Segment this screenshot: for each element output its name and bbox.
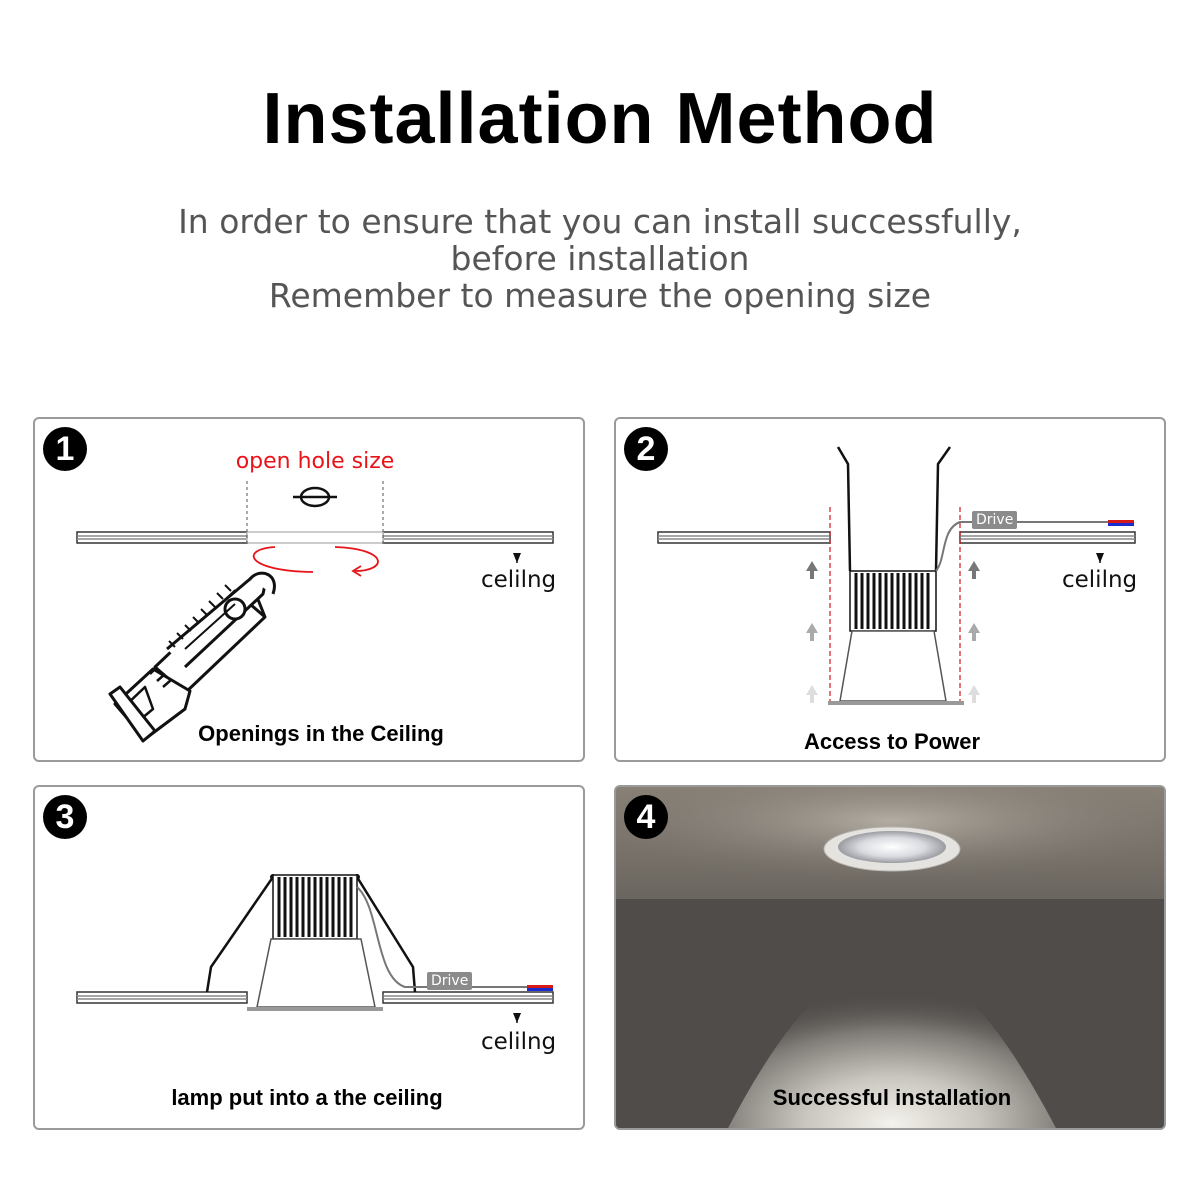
drive-label: Drive [427,972,472,990]
downlight-icon [257,939,375,1007]
step-1-panel [33,417,585,762]
wire-blue [1108,523,1134,526]
subtitle-line-2: before installation [450,239,750,278]
step-2-panel [614,417,1166,762]
step-number-2: 2 [624,427,668,471]
open-hole-size-label: open hole size [235,449,395,474]
rotate-arrow-icon [254,547,378,576]
step-number-3: 3 [43,795,87,839]
ceiling-board [658,532,1135,543]
spring-clip [838,447,950,571]
drive-label: Drive [972,511,1017,529]
step-3-caption: lamp put into a the ceiling [171,1085,443,1110]
step-4-caption: Successful installation [772,1085,1012,1110]
step-3-panel [33,785,585,1130]
heatsink [850,571,936,631]
wire-blue [527,988,553,991]
downlight-icon [824,827,960,871]
installed-light-photo [616,787,1166,1130]
step-3-illustration [35,787,585,1130]
page-title: Installation Method [262,79,938,159]
step-1-caption: Openings in the Ceiling [198,721,444,746]
downlight-icon [840,631,946,701]
step-number-1: 1 [43,427,87,471]
step-number-4: 4 [624,795,668,839]
subtitle [0,203,1200,314]
diameter-icon [293,488,337,506]
ceiling-label: celilng [1062,567,1138,593]
ceiling-board [77,532,553,543]
wire-red [1108,520,1134,523]
subtitle-line-3: Remember to measure the opening size [268,276,932,315]
wire-red [527,985,553,988]
subtitle-line-1: In order to ensure that you can install successfully, [178,202,1022,241]
ceiling-label: celilng [481,567,557,593]
chainsaw-icon [110,573,274,741]
heatsink [273,875,357,939]
step-4-panel [614,785,1166,1130]
ceiling-label: celilng [481,1029,557,1055]
step-2-caption: Access to Power [803,729,981,754]
